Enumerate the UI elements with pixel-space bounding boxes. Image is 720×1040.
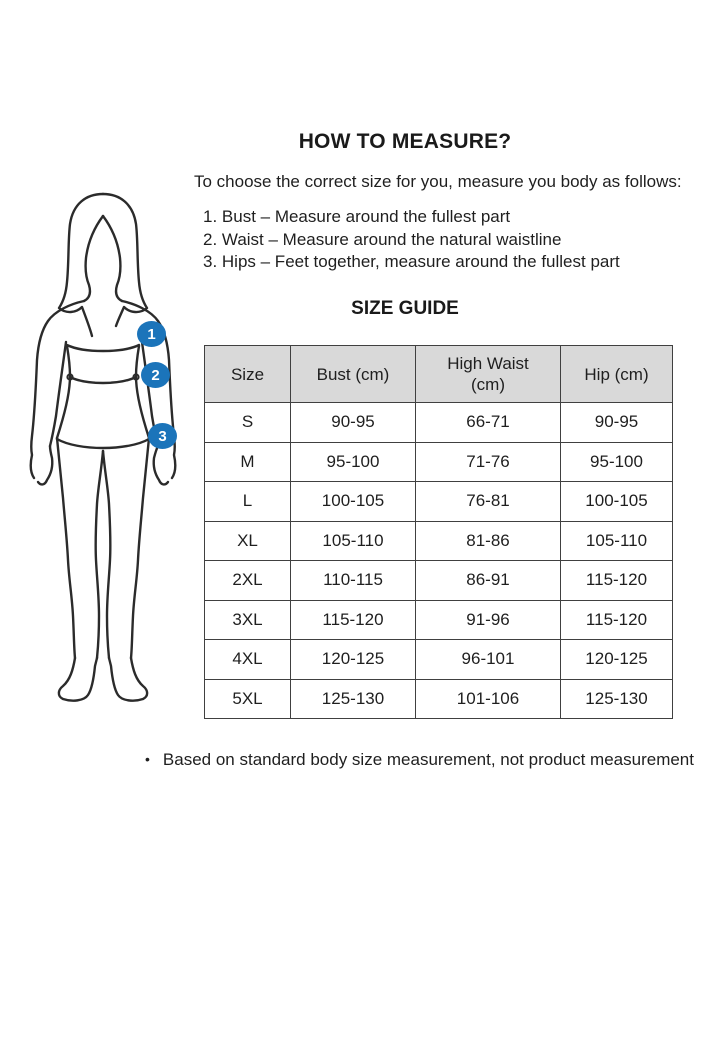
face-outline xyxy=(84,216,122,301)
cell-waist: 81-86 xyxy=(416,521,561,561)
measure-step-waist: 2. Waist – Measure around the natural waistline xyxy=(203,229,562,249)
legs-outline xyxy=(57,438,149,701)
measure-step-bust: 1. Bust – Measure around the fullest part xyxy=(203,207,511,226)
bust-marker-badge: 1 xyxy=(137,321,166,347)
measurement-note-text: Based on standard body size measurement, not product measurement xyxy=(162,750,694,769)
cell-hip: 100-105 xyxy=(561,482,673,522)
cell-bust: 115-120 xyxy=(291,600,416,640)
column-header-bust: Bust (cm) xyxy=(291,346,416,403)
body-outline-drawing xyxy=(28,188,212,723)
measure-step-hips: 3. Hips – Feet together, measure around the fullest part xyxy=(203,252,620,271)
cell-bust: 110-115 xyxy=(291,561,416,601)
cell-bust: 120-125 xyxy=(291,640,416,680)
intro-text: To choose the correct size for you, measure you body as follows: xyxy=(194,172,682,191)
table-row xyxy=(205,482,673,522)
cell-hip: 105-110 xyxy=(561,521,673,561)
bust-line xyxy=(67,345,139,351)
cell-hip: 95-100 xyxy=(561,442,673,482)
cell-waist: 71-76 xyxy=(416,442,561,482)
page-title: HOW TO MEASURE? xyxy=(298,130,512,153)
cell-waist: 86-91 xyxy=(416,561,561,601)
table-row xyxy=(205,403,673,443)
cell-hip: 115-120 xyxy=(561,561,673,601)
cell-bust: 100-105 xyxy=(291,482,416,522)
hip-marker-badge: 3 xyxy=(148,423,177,449)
cell-bust: 125-130 xyxy=(291,679,416,719)
table-row xyxy=(205,561,673,601)
cell-hip: 115-120 xyxy=(561,600,673,640)
cell-size: 5XL xyxy=(205,679,291,719)
column-header-size: Size xyxy=(205,346,291,403)
hip-line xyxy=(57,439,149,448)
cell-waist: 66-71 xyxy=(416,403,561,443)
waist-marker-badge: 2 xyxy=(141,362,170,388)
cell-hip: 120-125 xyxy=(561,640,673,680)
cell-bust: 90-95 xyxy=(291,403,416,443)
table-row xyxy=(205,600,673,640)
waist-line xyxy=(70,377,136,383)
left-foot xyxy=(59,658,97,701)
body-figure-illustration xyxy=(28,188,212,723)
cell-waist: 101-106 xyxy=(416,679,561,719)
torso-outline xyxy=(57,346,149,438)
table-header-row xyxy=(205,346,673,403)
cell-waist: 96-101 xyxy=(416,640,561,680)
cell-waist: 91-96 xyxy=(416,600,561,640)
cell-size: M xyxy=(205,442,291,482)
cell-size: L xyxy=(205,482,291,522)
cell-waist: 76-81 xyxy=(416,482,561,522)
column-header-high-waist: High Waist (cm) xyxy=(416,346,561,403)
cell-hip: 90-95 xyxy=(561,403,673,443)
cell-size: XL xyxy=(205,521,291,561)
size-guide-table xyxy=(204,345,673,719)
cell-bust: 95-100 xyxy=(291,442,416,482)
cell-size: 4XL xyxy=(205,640,291,680)
size-guide-heading: SIZE GUIDE xyxy=(351,298,459,319)
measurement-note xyxy=(145,750,715,770)
bullet-icon: • xyxy=(145,751,150,767)
cell-bust: 105-110 xyxy=(291,521,416,561)
column-header-hip: Hip (cm) xyxy=(561,346,673,403)
cell-size: 2XL xyxy=(205,561,291,601)
cell-size: S xyxy=(205,403,291,443)
measure-steps-list xyxy=(203,206,703,274)
table-row xyxy=(205,521,673,561)
cell-hip: 125-130 xyxy=(561,679,673,719)
table-row xyxy=(205,679,673,719)
cell-size: 3XL xyxy=(205,600,291,640)
table-row xyxy=(205,442,673,482)
right-foot xyxy=(109,658,147,701)
table-row xyxy=(205,640,673,680)
